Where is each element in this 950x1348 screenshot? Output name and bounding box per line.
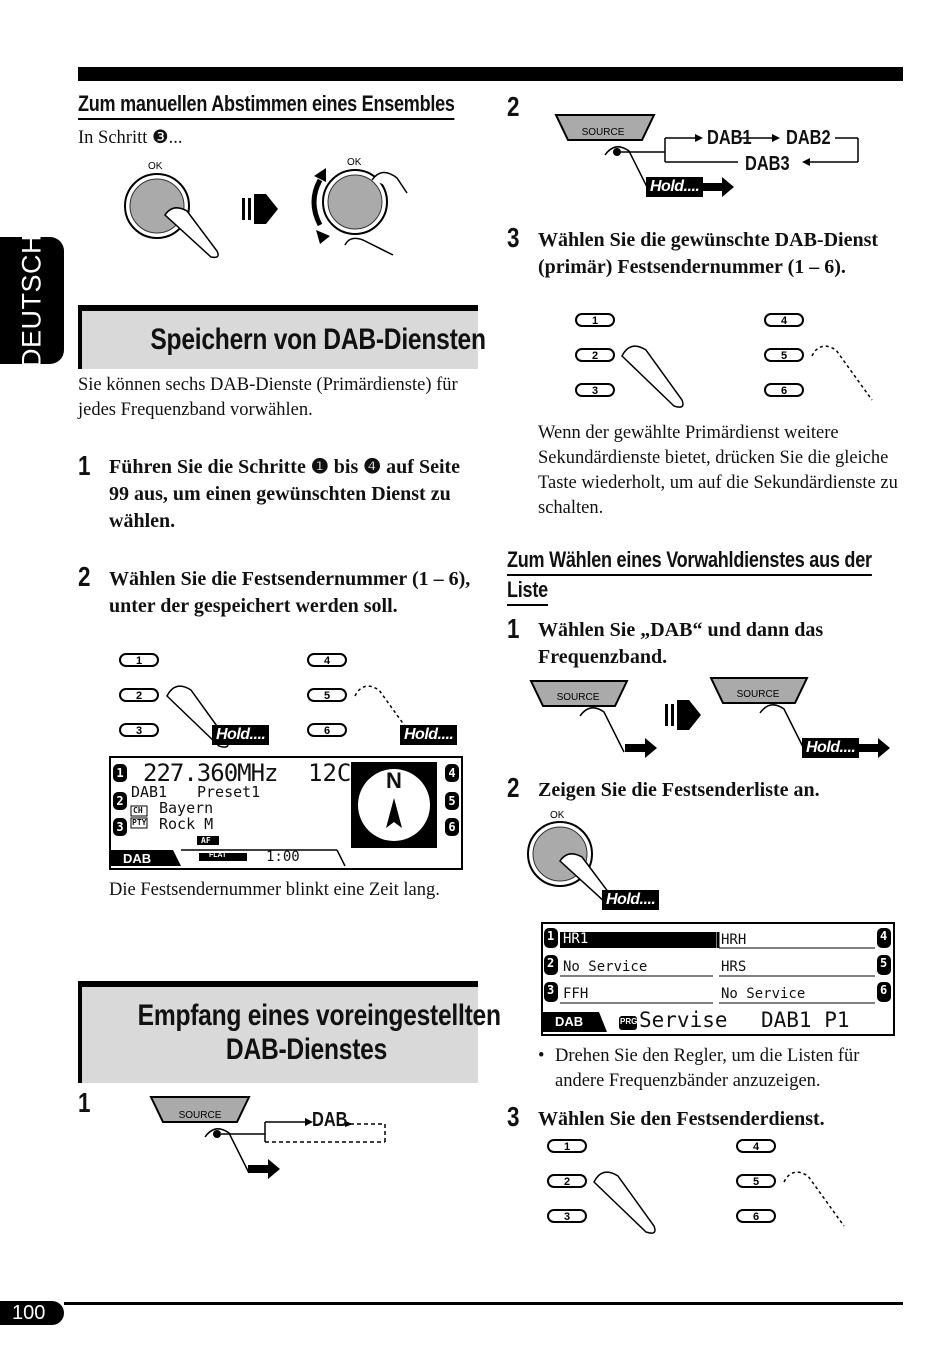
language-tab-label: DEUTSCH [16,233,47,368]
list-step1-text: Wählen Sie „DAB“ und dann das Frequenzband. [538,619,824,668]
list-row3-num1: 3 [547,983,555,997]
manual-tuning-heading: Zum manuellen Abstimmen eines Ensembles [78,91,455,120]
preset-button-4-label: 4 [323,655,331,667]
source-label-right-2: SOURCE [556,692,600,703]
display-dab: DAB [123,851,152,866]
preset-buttons-illustration-right-2 [542,1134,862,1239]
section-receive-title-line2: DAB-Dienstes [225,1033,388,1066]
list-row2-a: No Service [563,959,648,975]
list-heading-line2: Liste [507,577,548,606]
r-preset-6-label: 6 [780,385,788,397]
r2-preset-4-label: 4 [752,1141,760,1153]
section-save-dab-title: Speichern von DAB-Diensten [150,323,486,356]
r-preset-3-label: 3 [591,385,599,397]
list-row3-num2: 6 [880,983,888,997]
page-number: 100 [12,1302,46,1324]
receive-step1-number: 1 [78,1087,91,1118]
display-ensemble: Bayern [159,799,214,817]
list-row1-num2: 4 [880,929,888,943]
hold-label-right-2: Hold.... [802,738,859,758]
language-tab [0,233,64,368]
r2-preset-6-label: 6 [752,1211,760,1223]
preset-buttons-illustration-right [570,308,890,413]
preset-button-6-label: 6 [323,725,331,737]
bottom-rule [64,1302,903,1305]
r2-preset-1-label: 1 [563,1141,571,1153]
r-preset-2-label: 2 [591,350,599,362]
list-step2-text: Zeigen Sie die Festsenderliste an. [538,779,820,801]
source-dab-illustration [145,1092,395,1187]
top-rule [78,67,903,81]
display-frequency: 227.360MHz [143,759,278,787]
source-label-left: SOURCE [178,1110,222,1121]
list-step2-number: 2 [507,772,520,803]
display-time: 1:00 [266,849,300,865]
list-display-service: Servise [639,1008,728,1032]
save-step2-number: 2 [78,561,91,592]
blink-note: Die Festsendernummer blinkt eine Zeit lang. [109,880,440,900]
bullet-dot: • [538,1046,545,1066]
r-preset-1-label: 1 [591,315,599,327]
display-channel: 12C [308,759,352,787]
source-label-right-1: SOURCE [581,127,625,138]
r-preset-4-label: 4 [780,315,788,327]
svg-text:2: 2 [116,794,124,808]
list-step1-number: 1 [507,613,520,644]
save-intro-text: Sie können sechs DAB-Dienste (Primärdienste) für jedes Frequenzband vorwählen. [78,375,458,420]
hold-label-left-2: Hold.... [400,725,457,745]
save-step1-text: Führen Sie die Schritte ❶ bis ❹ auf Seite 99 aus, um einen gewünschten Dienst zu wählen. [109,456,461,532]
preset-list-display [541,922,895,1036]
source-hold-band-illustration [550,110,870,205]
r-preset-5-label: 5 [780,350,788,362]
ok-label-2: OK [347,157,362,168]
list-display-dab: DAB [555,1014,584,1029]
in-step-text: In Schritt ❸... [78,128,183,148]
preset-button-1-label: 1 [135,655,143,667]
save-step2-text: Wählen Sie die Festsendernummer (1 – 6), unter der gespeichert werden soll. [109,568,471,617]
list-row3-a: FFH [563,986,589,1002]
section-receive-title-line1: Empfang eines voreingestellten [137,999,501,1032]
list-row2-num2: 5 [880,956,888,970]
bullet-text: Drehen Sie den Regler, um die Listen für andere Frequenzbänder anzuzeigen. [555,1046,860,1091]
list-row1-b: HRH [721,932,747,948]
display-af: AF [201,836,211,845]
display-pty: Rock M [159,815,214,833]
hold-label-right-1: Hold.... [646,177,703,197]
r2-preset-3-label: 3 [563,1211,571,1223]
ok-label-3: OK [550,810,565,821]
r2-preset-2-label: 2 [563,1176,571,1188]
display-flat: FLAT [209,852,227,859]
svg-text:4: 4 [448,766,456,780]
display-band: DAB1 [131,783,168,801]
display-pty-label: PTY [132,818,147,827]
list-step3-text: Wählen Sie den Festsenderdienst. [538,1108,825,1130]
source-label-right-3: SOURCE [736,689,780,700]
compass-north: N [386,768,402,793]
svg-text:6: 6 [448,820,456,834]
dab-label: DAB [312,1109,348,1131]
page-number-tab [0,1301,64,1325]
right-step2-number: 2 [507,91,520,122]
right-step3-number: 3 [507,222,520,253]
dab3-label: DAB3 [745,153,790,175]
ok-knob-illustration [110,150,430,265]
section-receive-header [78,981,501,1083]
dab2-label: DAB2 [786,127,831,149]
hold-label-left-1: Hold.... [212,725,269,745]
list-heading-line1: Zum Wählen eines Vorwahldienstes aus der [507,547,872,576]
section-save-dab-header [78,305,486,369]
preset-button-5-label: 5 [323,690,331,702]
hold-label-right-3: Hold.... [602,890,659,910]
display-ch-label: CH [133,806,143,815]
secondary-service-note: Wenn der gewählte Primärdienst weitere Sekundärdienste bietet, drücken Sie die gleiche Taste wiederholt, um auf die Sekundärdienste zu schalten. [538,423,898,518]
list-row2-b: HRS [721,959,747,975]
dab1-label: DAB1 [707,127,752,149]
list-step3-number: 3 [507,1101,520,1132]
right-step3-text: Wählen Sie die gewünschte DAB-Dienst (primär) Festsendernummer (1 – 6). [538,229,879,278]
dab-display [109,756,463,870]
svg-text:1: 1 [116,766,124,780]
save-step1-number: 1 [78,450,91,481]
list-row1-num1: 1 [547,929,555,943]
r2-preset-5-label: 5 [752,1176,760,1188]
svg-text:5: 5 [448,794,456,808]
display-preset: Preset1 [197,783,261,801]
list-display-band-preset: DAB1 P1 [761,1008,850,1032]
list-row2-num1: 2 [547,956,555,970]
list-row3-b: No Service [721,986,806,1002]
list-display-prg: PRG [620,1017,638,1026]
preset-button-2-label: 2 [135,690,143,702]
list-row1-a: HR1 [563,931,589,947]
preset-button-3-label: 3 [135,725,143,737]
svg-text:3: 3 [116,820,124,834]
ok-label-1: OK [148,161,163,172]
